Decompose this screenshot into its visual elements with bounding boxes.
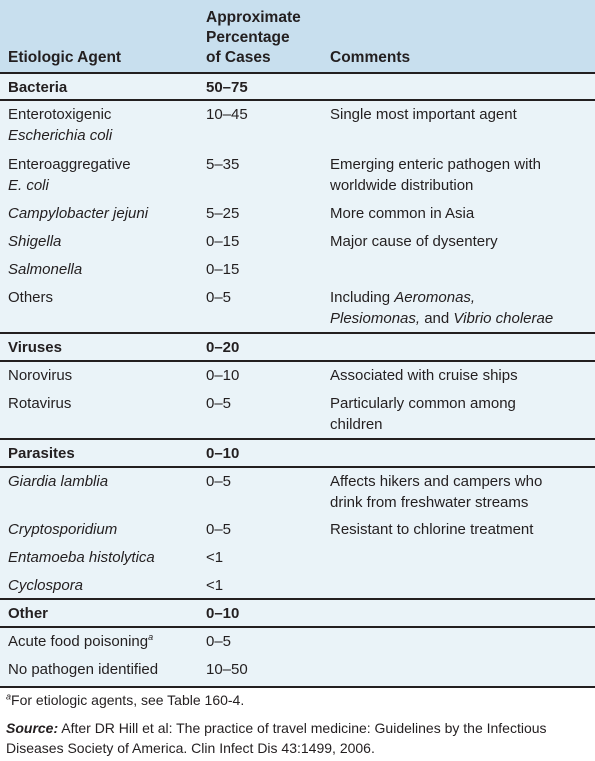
table-header [0,0,595,72]
row-others-comment-mid: and [420,310,454,327]
row-rotavirus-agent: Rotavirus [8,395,72,412]
row-entamoeba-agent: Entamoeba histolytica [8,549,155,566]
section-bacteria-percent: 50–75 [206,79,248,96]
row-shigella-comment: Major cause of dysentery [330,233,498,250]
row-crypto-percent: 0–5 [206,521,232,538]
header-comments: Comments [330,49,411,66]
row-campy-agent: Campylobacter jejuni [8,205,149,222]
row-giardia-percent: 0–5 [206,473,232,490]
row-giardia-comment-l2: drink from freshwater streams [330,494,529,511]
row-nopath-agent: No pathogen identified [8,661,159,678]
source-text-1: After DR Hill et al: The practice of travel medicine: Guidelines by the Infectious [58,720,547,736]
row-etec-comment: Single most important agent [330,106,517,123]
row-campy-percent: 5–25 [206,205,240,222]
row-crypto-comment: Resistant to chlorine treatment [330,521,534,538]
row-entamoeba-percent: <1 [206,549,224,566]
source-label: Source: [6,720,59,736]
row-rotavirus-percent: 0–5 [206,395,232,412]
row-etec-percent: 10–45 [206,106,248,123]
section-parasites-percent: 0–10 [206,445,240,462]
row-food-agent [8,631,153,652]
source-line-2: Diseases Society of America. Clin Infect Dis 43:1499, 2006. [6,740,375,756]
row-food-percent: 0–5 [206,633,232,650]
section-rule [0,360,595,362]
section-parasites-label: Parasites [8,445,75,462]
row-rotavirus-comment-l1: Particularly common among [330,395,516,412]
row-norovirus-comment: Associated with cruise ships [330,367,518,384]
row-others-comment-pre: Including [330,289,395,306]
row-norovirus-agent: Norovirus [8,367,73,384]
row-giardia-agent: Giardia lamblia [8,473,109,490]
row-eaec-comment-l1: Emerging enteric pathogen with [330,156,541,173]
section-rule [0,332,595,334]
row-giardia-comment-l1: Affects hikers and campers who [330,473,543,490]
row-shigella-agent: Shigella [8,233,62,250]
section-other-label: Other [8,605,49,622]
source-line-1 [6,718,547,738]
row-shigella-percent: 0–15 [206,233,240,250]
row-salmonella-agent: Salmonella [8,261,83,278]
row-eaec-agent-l2: E. coli [8,177,49,194]
row-etec-agent-l1: Enterotoxigenic [8,106,112,123]
row-others-comment-l2 [330,308,553,329]
table-bottom-rule [0,686,595,688]
header-percent-line1: Approximate [206,9,301,26]
row-others-comment-l1 [330,287,475,308]
row-cyclospora-percent: <1 [206,577,224,594]
section-rule [0,626,595,628]
section-bacteria-label: Bacteria [8,79,68,96]
row-others-percent: 0–5 [206,289,232,306]
row-eaec-comment-l2: worldwide distribution [330,177,474,194]
row-others-comment-it2: Plesiomonas, [330,310,421,327]
header-percent-line2: Percentage [206,29,290,46]
row-others-comment-it3: Vibrio cholerae [453,310,554,327]
row-eaec-percent: 5–35 [206,156,240,173]
section-other-percent: 0–10 [206,605,240,622]
row-norovirus-percent: 0–10 [206,367,240,384]
row-others-comment-it1: Aeromonas, [394,289,476,306]
row-rotavirus-comment-l2: children [330,416,383,433]
row-eaec-agent-l1: Enteroaggregative [8,156,131,173]
row-others-agent: Others [8,289,54,306]
footnote-a-marker: a [6,691,12,702]
section-viruses-label: Viruses [8,339,62,356]
row-food-agent-text: Acute food poisoning [8,633,149,650]
row-food-footnote-marker: a [148,632,154,642]
footnote-a-text: For etiologic agents, see Table 160-4. [11,692,245,708]
section-rule [0,466,595,468]
footnote-a [6,690,244,710]
row-nopath-percent: 10–50 [206,661,248,678]
header-percent-line3: of Cases [206,49,271,66]
section-rule [0,598,595,600]
row-etec-agent-l2: Escherichia coli [8,127,113,144]
section-rule [0,438,595,440]
row-crypto-agent: Cryptosporidium [8,521,118,538]
row-salmonella-percent: 0–15 [206,261,240,278]
section-viruses-percent: 0–20 [206,339,240,356]
row-cyclospora-agent: Cyclospora [8,577,84,594]
header-rule [0,72,595,74]
row-campy-comment: More common in Asia [330,205,475,222]
header-agent: Etiologic Agent [8,49,122,66]
section-rule [0,99,595,101]
